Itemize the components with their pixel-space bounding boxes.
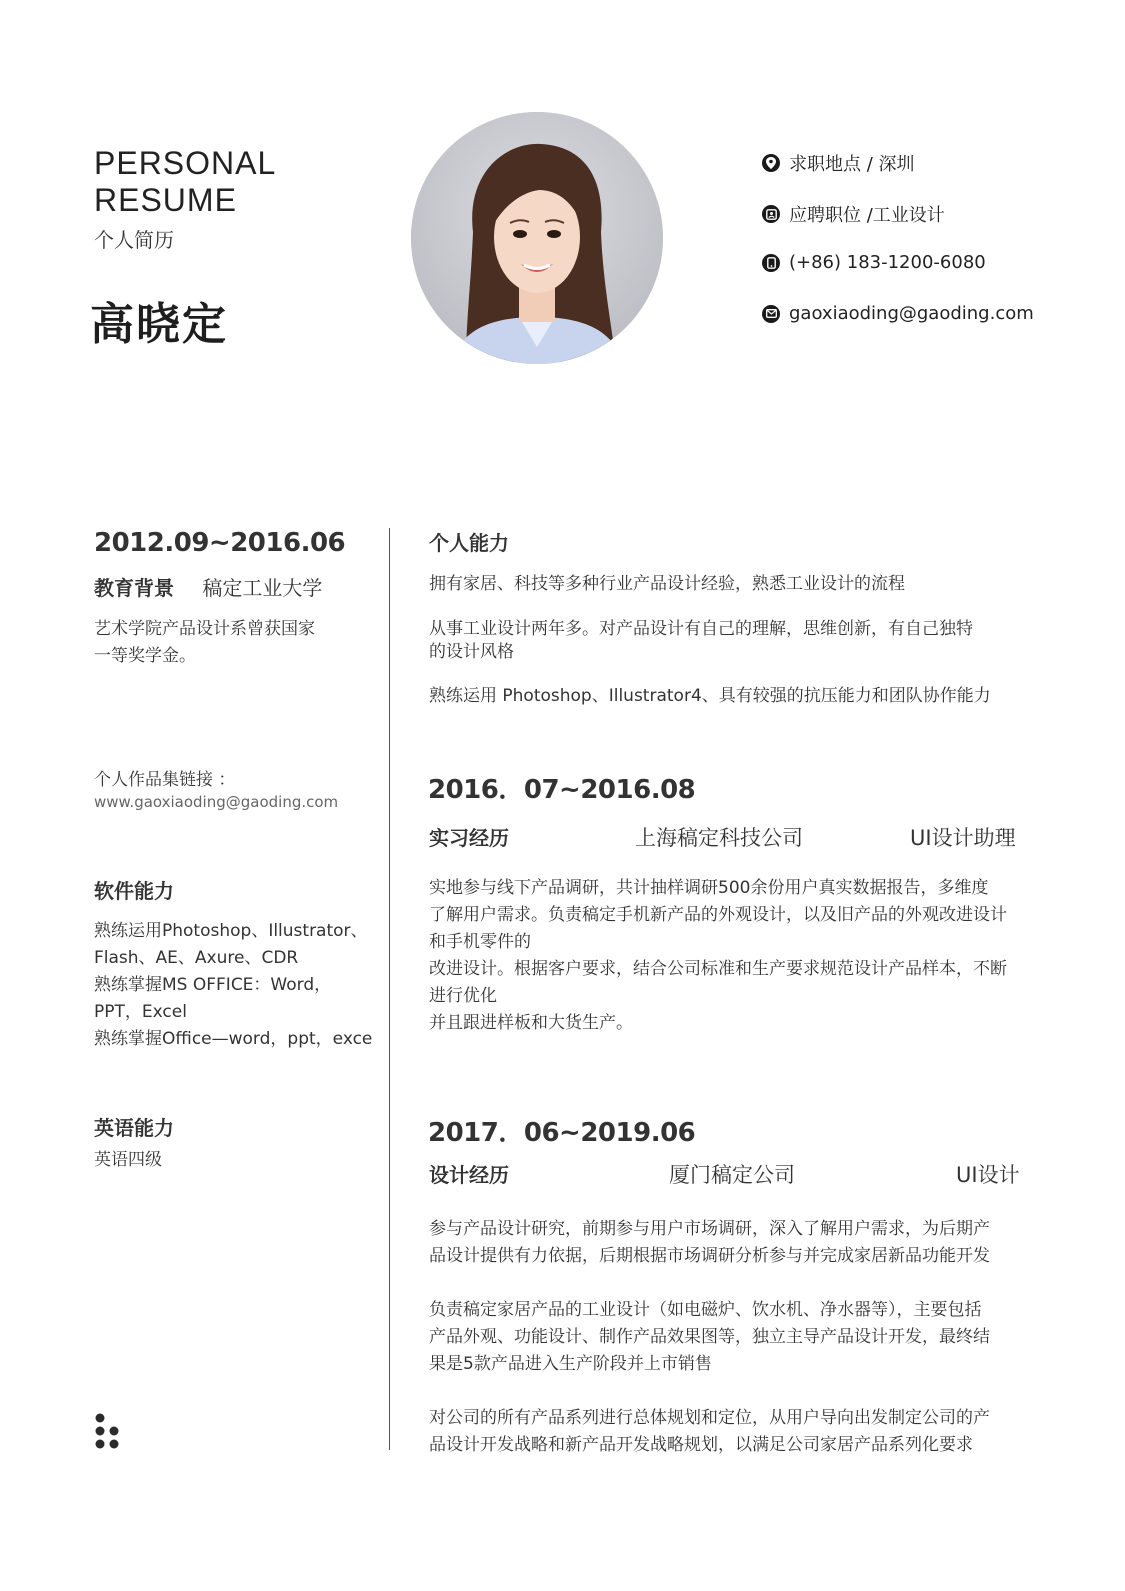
software-line: PPT，Excel xyxy=(94,1002,187,1022)
internship-role: UI设计助理 xyxy=(910,826,1016,850)
design-line: 参与产品设计研究，前期参与用户市场调研，深入了解用户需求，为后期产 xyxy=(429,1219,990,1239)
mail-icon xyxy=(762,305,780,323)
english-title: 英语能力 xyxy=(94,1116,174,1140)
contact-position xyxy=(762,201,945,227)
education-description xyxy=(94,616,374,670)
internship-line: 并且跟进样板和大货生产。 xyxy=(429,1013,633,1033)
title-line-resume: RESUME xyxy=(94,182,237,218)
design-paragraph xyxy=(429,1405,1039,1459)
design-line: 品设计开发战略和新产品开发战略规划，以满足公司家居产品系列化要求 xyxy=(429,1435,973,1455)
contact-email-text: gaoxiaoding@gaoding.com xyxy=(789,303,1034,324)
internship-line: 进行优化 xyxy=(429,986,497,1006)
ability-item: 熟练运用 Photoshop、Illustrator4、具有较强的抗压能力和团队协作能力 xyxy=(429,686,991,706)
ability-item xyxy=(429,616,1039,666)
title-chinese: 个人简历 xyxy=(94,228,174,252)
english-level: 英语四级 xyxy=(94,1150,162,1170)
design-line: 对公司的所有产品系列进行总体规划和定位，从用户导向出发制定公司的产 xyxy=(429,1408,990,1428)
education-row xyxy=(94,572,322,601)
software-line: 熟练掌握MS OFFICE：Word， xyxy=(94,975,332,995)
internship-company: 上海稿定科技公司 xyxy=(635,826,803,850)
ability-line: 的设计风格 xyxy=(429,642,514,662)
design-line: 产品外观、功能设计、制作产品效果图等，独立主导产品设计开发，最终结 xyxy=(429,1327,990,1347)
internship-line: 了解用户需求。负责稿定手机新产品的外观设计，以及旧产品的外观改进设计 xyxy=(429,905,1007,925)
internship-label: 实习经历 xyxy=(429,826,509,850)
internship-row xyxy=(429,822,1029,852)
profile-photo-illustration xyxy=(411,112,663,364)
contact-phone xyxy=(762,252,986,273)
design-paragraph xyxy=(429,1216,1039,1270)
contact-location-text: 求职地点 / 深圳 xyxy=(789,154,915,175)
contact-position-text: 应聘职位 /工业设计 xyxy=(789,205,945,226)
education-desc-line: 一等奖学金。 xyxy=(94,646,196,666)
education-school: 稿定工业大学 xyxy=(202,576,323,600)
internship-date: 2016．07~2016.08 xyxy=(428,775,696,805)
title-line-personal: PERSONAL xyxy=(94,145,277,181)
design-line: 品设计提供有力依据，后期根据市场调研分析参与并完成家居新品功能开发 xyxy=(429,1246,990,1266)
title-english xyxy=(94,145,276,219)
education-desc-line: 艺术学院产品设计系曾获国家 xyxy=(94,619,315,639)
phone-icon xyxy=(762,254,780,272)
profile-photo xyxy=(411,112,663,364)
column-divider xyxy=(389,528,390,1450)
software-line: 熟练运用Photoshop、Illustrator、 xyxy=(94,921,368,941)
design-line: 负责稿定家居产品的工业设计（如电磁炉、饮水机、净水器等），主要包括 xyxy=(429,1300,982,1320)
portfolio-link[interactable]: www.gaoxiaoding@gaoding.com xyxy=(94,793,339,811)
internship-line: 和手机零件的 xyxy=(429,932,531,952)
design-role: UI设计 xyxy=(956,1163,1020,1187)
design-line: 果是5款产品进入生产阶段并上市销售 xyxy=(429,1354,712,1374)
id-badge-icon xyxy=(762,205,780,223)
ability-item: 拥有家居、科技等多种行业产品设计经验，熟悉工业设计的流程 xyxy=(429,574,905,594)
internship-line: 实地参与线下产品调研，共计抽样调研500余份用户真实数据报告，多维度 xyxy=(429,878,989,898)
design-row xyxy=(429,1159,1029,1189)
internship-line: 改进设计。根据客户要求，结合公司标准和生产要求规范设计产品样本，不断 xyxy=(429,959,1007,979)
abilities-title: 个人能力 xyxy=(429,531,509,555)
education-label: 教育背景 xyxy=(94,576,174,600)
education-date: 2012.09~2016.06 xyxy=(94,528,346,558)
software-title: 软件能力 xyxy=(94,879,174,903)
software-line: Flash、AE、Axure、CDR xyxy=(94,948,299,968)
software-list xyxy=(94,918,384,1053)
candidate-name: 高晓定 xyxy=(90,299,228,350)
design-date: 2017．06~2019.06 xyxy=(428,1118,696,1148)
internship-description xyxy=(429,875,1039,1037)
brand-dots-logo xyxy=(94,1413,124,1449)
design-paragraph xyxy=(429,1297,1039,1378)
ability-line: 从事工业设计两年多。对产品设计有自己的理解，思维创新，有自己独特 xyxy=(429,619,973,639)
design-company: 厦门稿定公司 xyxy=(669,1163,795,1187)
software-line: 熟练掌握Office—word，ppt，exce xyxy=(94,1029,373,1049)
portfolio-label: 个人作品集链接 ： xyxy=(94,770,236,790)
location-pin-icon xyxy=(762,154,780,172)
design-label: 设计经历 xyxy=(429,1163,509,1187)
contact-email xyxy=(762,303,1034,324)
contact-location xyxy=(762,150,915,176)
contact-phone-text: (+86) 183-1200-6080 xyxy=(789,252,986,273)
